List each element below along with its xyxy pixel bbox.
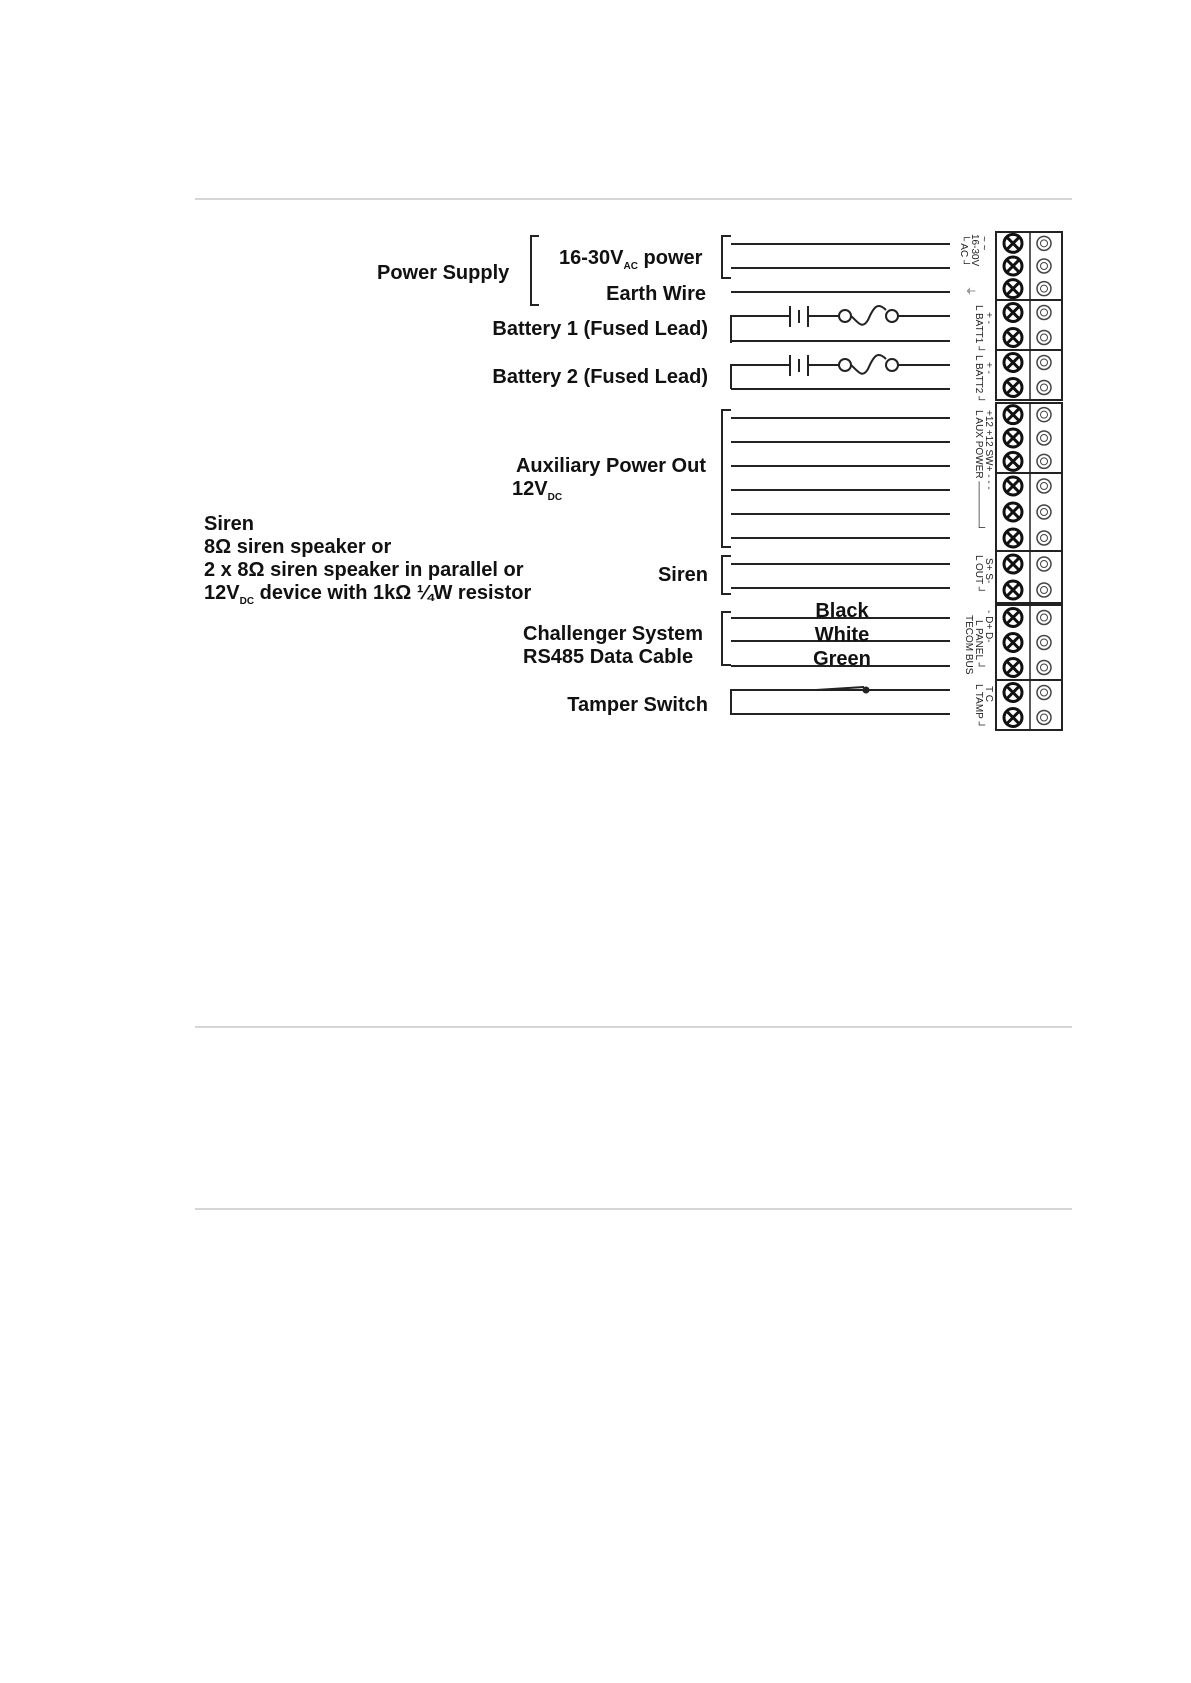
batt1-fuse-right xyxy=(886,310,898,322)
label-siren-title: Siren xyxy=(204,513,255,535)
label-tamper: Tamper Switch xyxy=(567,694,708,716)
label-earth-wire: Earth Wire xyxy=(606,283,706,305)
batt1-fuse-left xyxy=(839,310,851,322)
terminal-blocks xyxy=(996,232,1062,730)
wire-batt2-plus-a xyxy=(731,365,790,389)
batt1-fuse-curve xyxy=(851,306,886,325)
terminal-label-panel: L PANEL ┘ xyxy=(973,620,984,670)
terminal-label-ac: └ AC ┘ xyxy=(958,234,969,268)
batt2-fuse-left xyxy=(839,359,851,371)
label-siren-line1: 8Ω siren speaker or xyxy=(204,536,392,558)
bracket-aux xyxy=(722,410,731,547)
terminal-label-tamp-pins: T C xyxy=(983,686,994,702)
terminal-label-batt2: L BATT2 ┘ xyxy=(973,355,984,404)
label-wire-white: White xyxy=(814,624,870,646)
label-battery-2: Battery 2 (Fused Lead) xyxy=(492,366,708,388)
wire-batt1-plus-a xyxy=(731,316,790,343)
batt2-fuse-curve xyxy=(851,355,886,374)
terminal-labels xyxy=(958,234,994,729)
terminal-label-batt1-pins: + - xyxy=(983,312,994,324)
bracket-power-supply xyxy=(531,236,539,305)
terminal-label-out-pins: S+ S- xyxy=(983,558,994,584)
terminal-label-tamp: L TAMP ┘ xyxy=(973,684,984,729)
bracket-ac xyxy=(722,236,731,278)
label-wire-black: Black xyxy=(815,600,869,622)
terminal-label-tecom: TECOM BUS xyxy=(963,615,974,675)
label-siren: Siren xyxy=(657,564,708,586)
terminal-label-panel-pins: - D+ D- xyxy=(983,610,994,643)
terminal-label-ac-range: 16-30V xyxy=(969,234,980,267)
label-power-supply: Power Supply xyxy=(377,262,510,284)
terminal-label-earth: ⏚ xyxy=(964,286,975,296)
terminal-label-ac-pins: ~ ~ xyxy=(978,236,989,251)
label-siren-line2: 2 x 8Ω siren speaker in parallel or xyxy=(204,559,524,581)
label-aux-voltage: $12V_{DC}$ xyxy=(512,478,563,503)
bracket-challenger xyxy=(722,612,731,665)
label-challenger-line2: RS485 Data Cable xyxy=(523,646,694,668)
terminal-label-aux: L AUX POWER ──────┘ xyxy=(973,410,984,531)
label-ac-power: $16-30V_{AC}$ power xyxy=(559,247,703,272)
label-aux-power: Auxiliary Power Out xyxy=(515,455,706,477)
label-battery-1: Battery 1 (Fused Lead) xyxy=(492,318,708,340)
label-challenger-line1: Challenger System xyxy=(523,623,704,645)
label-siren-line3: $12V_{DC}$ device with 1kΩ ¼W resistor xyxy=(204,582,532,607)
terminal-label-out: L OUT ┘ xyxy=(973,555,984,594)
bracket-siren xyxy=(722,556,731,594)
label-wire-green: Green xyxy=(813,648,871,670)
tamper-switch-contact xyxy=(863,687,870,694)
wire-tamper xyxy=(731,690,950,714)
terminal-label-aux-pins: +12 +12 SW+ - - - xyxy=(983,410,994,490)
batt2-fuse-right xyxy=(886,359,898,371)
terminal-label-batt1: L BATT1 ┘ xyxy=(973,305,984,354)
terminal-label-batt2-pins: + - xyxy=(983,362,994,374)
